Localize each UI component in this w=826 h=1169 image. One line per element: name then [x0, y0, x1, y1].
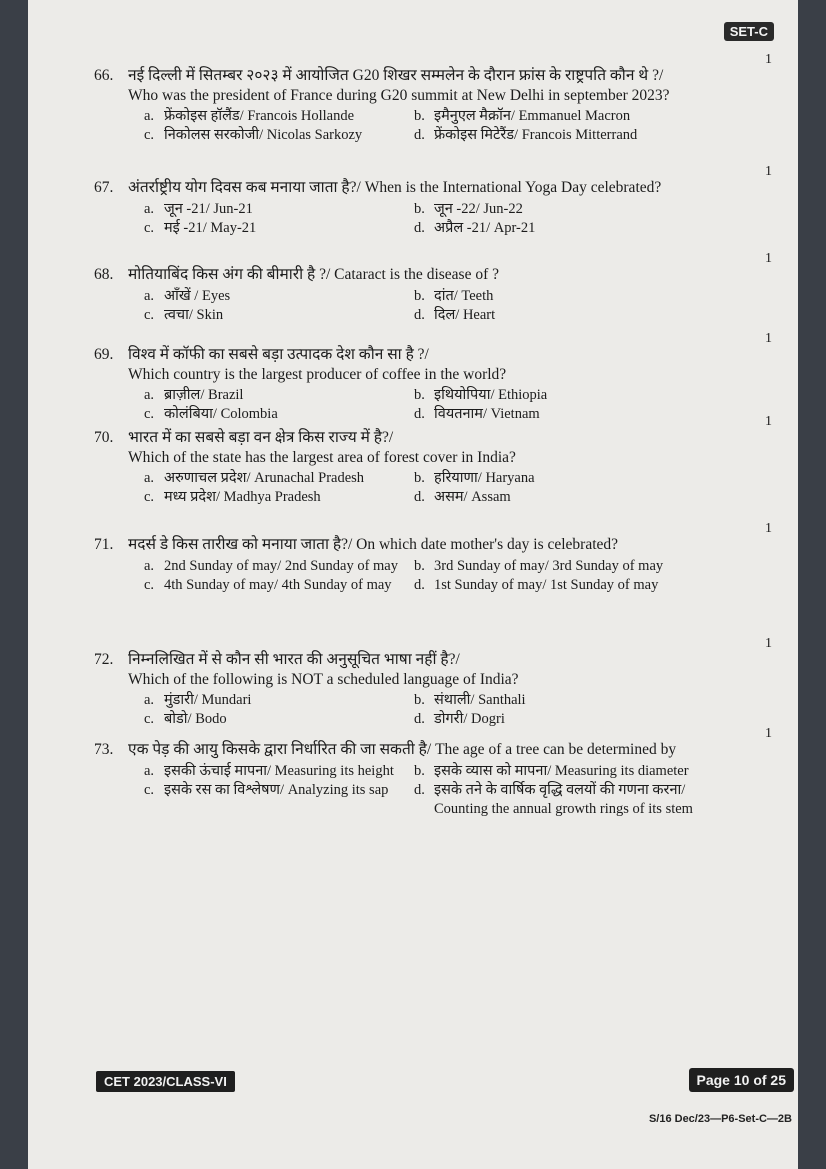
question-number: 68. [94, 266, 114, 283]
option-letter: a. [144, 201, 155, 217]
answer-option [414, 781, 714, 819]
question-marks: 1 [765, 521, 772, 536]
option-text: 3rd Sunday of may/ 3rd Sunday of may [434, 558, 664, 574]
question-header [94, 345, 758, 365]
option-letter: b. [414, 470, 425, 486]
option-letter: c. [144, 220, 155, 236]
option-text: 2nd Sunday of may/ 2nd Sunday of may [164, 558, 398, 574]
question-marks: 1 [765, 164, 772, 179]
option-text: जून -21/ Jun-21 [164, 201, 253, 217]
answer-option [414, 405, 714, 424]
question-header [94, 740, 758, 760]
question-text-english: Who was the president of France during G20 summit at New Delhi in september 2023? [128, 87, 670, 104]
option-letter: a. [144, 288, 155, 304]
option-letter: b. [414, 108, 425, 124]
option-text: आँखें / Eyes [164, 288, 231, 304]
option-letter: b. [414, 763, 425, 779]
question-marks: 1 [765, 251, 772, 266]
option-text: फ्रेंकोइस हॉलैंड/ Francois Hollande [164, 108, 355, 124]
question-text: मदर्स डे किस तारीख को मनाया जाता है?/ On which date mother's day is celebrated? [128, 536, 619, 553]
option-text: इमैनुएल मैक्रॉन/ Emmanuel Macron [434, 108, 631, 124]
question-number: 69. [94, 346, 114, 363]
option-letter: a. [144, 558, 155, 574]
question-marks: 1 [765, 636, 772, 651]
option-text: कोलंबिया/ Colombia [164, 406, 278, 422]
option-letter: b. [414, 558, 425, 574]
option-letter: a. [144, 387, 155, 403]
answer-option [144, 710, 414, 729]
answer-option [144, 469, 414, 488]
question-text-english: Which country is the largest producer of coffee in the world? [128, 366, 507, 383]
option-letter: a. [144, 108, 155, 124]
option-letter: c. [144, 782, 155, 798]
option-list [94, 107, 758, 145]
answer-option [144, 576, 414, 595]
answer-option [414, 469, 714, 488]
question-text: नई दिल्ली में सितम्बर २०२३ में आयोजित G20 शिखर सम्मलेन के दौरान फ्रांस के राष्ट्रपति कौन थे ?/ [128, 67, 664, 84]
answer-option [414, 107, 714, 126]
question-text-english: Which of the following is NOT a scheduled language of India? [128, 671, 519, 688]
question-number: 72. [94, 651, 114, 668]
answer-option [144, 107, 414, 126]
option-letter: b. [414, 201, 425, 217]
option-letter: b. [414, 288, 425, 304]
answer-option [144, 386, 414, 405]
answer-option [144, 126, 414, 145]
answer-option [144, 557, 414, 576]
option-letter: d. [414, 577, 425, 593]
option-letter: d. [414, 127, 425, 143]
question-number: 66. [94, 67, 114, 84]
option-text: डोगरी/ Dogri [434, 711, 505, 727]
option-text: इसके तने के वार्षिक वृद्धि वलयों की गणना करना/ Counting the annual growth rings of its stem [434, 782, 693, 817]
question-block [94, 636, 772, 729]
question-number: 73. [94, 741, 114, 758]
question-block [94, 52, 772, 145]
option-text: 1st Sunday of may/ 1st Sunday of may [434, 577, 659, 593]
option-text: त्वचा/ Skin [164, 307, 224, 323]
question-block [94, 331, 772, 424]
answer-option [144, 287, 414, 306]
option-text: फ्रेंकोइस मिटेरैंड/ Francois Mitterrand [434, 127, 638, 143]
question-text: एक पेड़ की आयु किसके द्वारा निर्धारित की जा सकती है/ The age of a tree can be determined by [128, 741, 677, 758]
question-block [94, 726, 772, 819]
answer-option [144, 781, 414, 819]
question-number: 67. [94, 179, 114, 196]
option-text: मुंडारी/ Mundari [164, 692, 252, 708]
option-text: हरियाणा/ Haryana [434, 470, 535, 486]
answer-option [414, 576, 714, 595]
answer-option [414, 200, 714, 219]
answer-option [144, 488, 414, 507]
option-text: 4th Sunday of may/ 4th Sunday of may [164, 577, 392, 593]
option-text: ब्राज़ील/ Brazil [164, 387, 244, 403]
question-header [94, 66, 758, 86]
option-letter: c. [144, 577, 155, 593]
option-letter: d. [414, 489, 425, 505]
option-text: निकोलस सरकोजी/ Nicolas Sarkozy [164, 127, 363, 143]
option-text: बोडो/ Bodo [164, 711, 227, 727]
option-list [94, 386, 758, 424]
question-block [94, 251, 772, 325]
answer-option [414, 219, 714, 238]
option-list [94, 762, 758, 819]
option-list [94, 557, 758, 595]
option-text: वियतनाम/ Vietnam [434, 406, 540, 422]
answer-option [144, 762, 414, 781]
option-text: इसके रस का विश्लेषण/ Analyzing its sap [164, 782, 389, 798]
option-text: जून -22/ Jun-22 [434, 201, 523, 217]
page-number: Page 10 of 25 [689, 1068, 795, 1092]
option-text: अप्रैल -21/ Apr-21 [434, 220, 536, 236]
answer-option [414, 386, 714, 405]
answer-option [144, 200, 414, 219]
option-letter: b. [414, 692, 425, 708]
option-letter: d. [414, 220, 425, 236]
answer-option [144, 219, 414, 238]
option-letter: c. [144, 711, 155, 727]
option-text: इसके व्यास को मापना/ Measuring its diameter [434, 763, 689, 779]
question-header [94, 650, 758, 670]
exam-label: CET 2023/CLASS-VI [96, 1071, 235, 1092]
question-text: भारत में का सबसे बड़ा वन क्षेत्र किस राज्य में है?/ [128, 429, 394, 446]
answer-option [144, 306, 414, 325]
option-letter: d. [414, 307, 425, 323]
option-text: संथाली/ Santhali [434, 692, 526, 708]
question-header [94, 428, 758, 448]
option-list [94, 469, 758, 507]
option-letter: a. [144, 692, 155, 708]
option-text: दांत/ Teeth [434, 288, 494, 304]
question-marks: 1 [765, 414, 772, 429]
question-text: अंतर्राष्ट्रीय योग दिवस कब मनाया जाता है?/ When is the International Yoga Day celebrated? [128, 179, 662, 196]
option-text: मई -21/ May-21 [164, 220, 257, 236]
question-block [94, 164, 772, 238]
question-marks: 1 [765, 726, 772, 741]
answer-option [414, 557, 714, 576]
option-text: इसकी ऊंचाई मापना/ Measuring its height [164, 763, 394, 779]
question-text: निम्नलिखित में से कौन सी भारत की अनुसूचित भाषा नहीं है?/ [128, 651, 460, 668]
question-header [94, 178, 758, 198]
question-text: मोतियाबिंद किस अंग की बीमारी है ?/ Cataract is the disease of ? [128, 266, 499, 283]
set-badge: SET-C [724, 22, 774, 41]
option-text: मध्य प्रदेश/ Madhya Pradesh [164, 489, 321, 505]
question-text-english: Which of the state has the largest area of forest cover in India? [128, 449, 516, 466]
option-letter: a. [144, 763, 155, 779]
answer-option [144, 405, 414, 424]
exam-page [28, 0, 798, 1169]
option-letter: d. [414, 711, 425, 727]
answer-option [414, 710, 714, 729]
answer-option [414, 762, 714, 781]
option-letter: d. [414, 782, 425, 798]
question-marks: 1 [765, 52, 772, 67]
answer-option [414, 287, 714, 306]
paper-code: S/16 Dec/23—P6-Set-C—2B [648, 1113, 792, 1125]
option-text: दिल/ Heart [434, 307, 496, 323]
option-letter: c. [144, 489, 155, 505]
answer-option [414, 488, 714, 507]
question-header [94, 265, 758, 285]
question-number: 71. [94, 536, 114, 553]
option-text: इथियोपिया/ Ethiopia [434, 387, 548, 403]
option-text: अरुणाचल प्रदेश/ Arunachal Pradesh [164, 470, 365, 486]
option-text: असम/ Assam [434, 489, 511, 505]
option-letter: c. [144, 406, 155, 422]
option-letter: b. [414, 387, 425, 403]
answer-option [144, 691, 414, 710]
question-block [94, 521, 772, 595]
option-list [94, 200, 758, 238]
option-letter: a. [144, 470, 155, 486]
question-marks: 1 [765, 331, 772, 346]
option-letter: d. [414, 406, 425, 422]
answer-option [414, 306, 714, 325]
answer-option [414, 126, 714, 145]
question-text: विश्व में कॉफी का सबसे बड़ा उत्पादक देश कौन सा है ?/ [128, 346, 429, 363]
option-letter: c. [144, 127, 155, 143]
option-list [94, 691, 758, 729]
question-header [94, 535, 758, 555]
question-number: 70. [94, 429, 114, 446]
answer-option [414, 691, 714, 710]
option-list [94, 287, 758, 325]
option-letter: c. [144, 307, 155, 323]
